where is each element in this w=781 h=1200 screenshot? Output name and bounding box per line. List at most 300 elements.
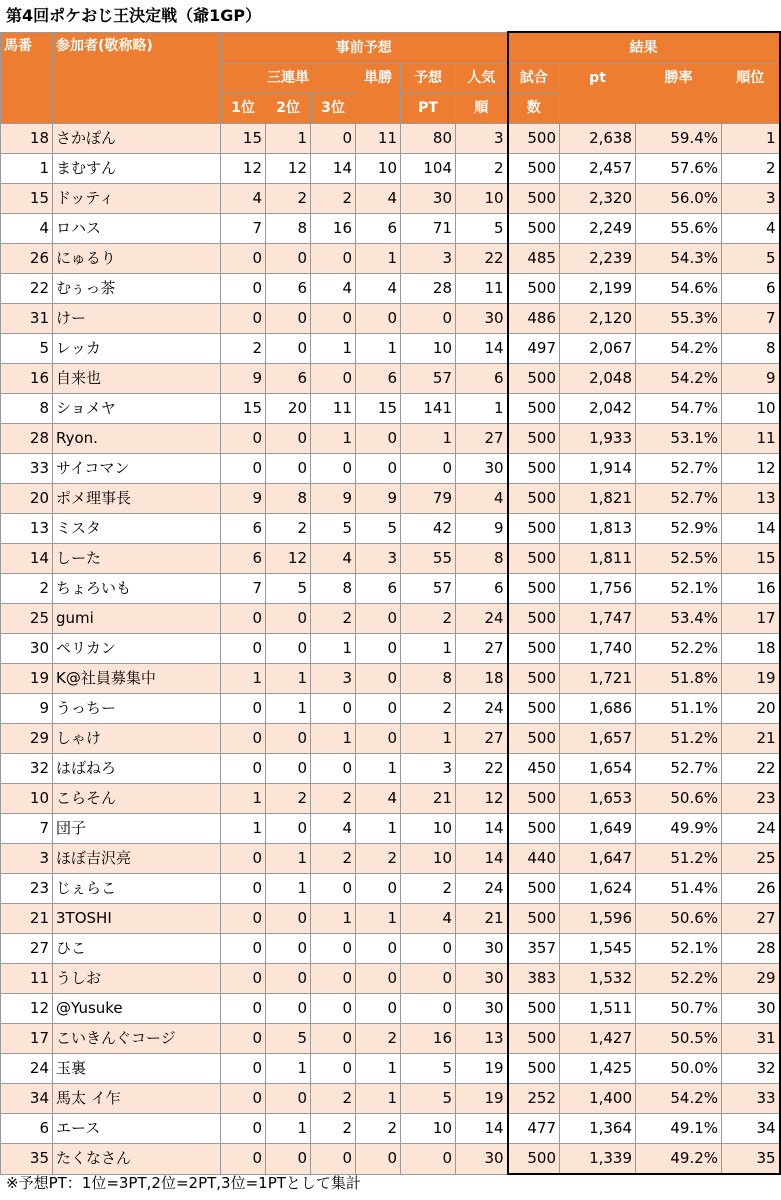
cell-second: 8 — [266, 484, 311, 514]
cell-umaban: 34 — [1, 1084, 53, 1114]
cell-games: 500 — [508, 634, 560, 664]
cell-popularity: 30 — [456, 1144, 508, 1175]
cell-third: 2 — [311, 184, 356, 214]
cell-popularity: 3 — [456, 124, 508, 154]
table-row — [1, 634, 780, 664]
cell-win: 1 — [356, 814, 401, 844]
cell-pt: 1,821 — [560, 484, 636, 514]
cell-pred-pt: 2 — [401, 694, 456, 724]
cell-win: 15 — [356, 394, 401, 424]
table-row — [1, 994, 780, 1024]
cell-umaban: 26 — [1, 244, 53, 274]
cell-pt: 1,511 — [560, 994, 636, 1024]
cell-pred-pt: 0 — [401, 934, 456, 964]
cell-second: 1 — [266, 124, 311, 154]
cell-first: 7 — [221, 574, 266, 604]
cell-first: 0 — [221, 634, 266, 664]
cell-win: 1 — [356, 1084, 401, 1114]
cell-win: 9 — [356, 484, 401, 514]
cell-pt: 1,596 — [560, 904, 636, 934]
cell-win-rate: 50.7% — [636, 994, 722, 1024]
cell-pred-pt: 0 — [401, 994, 456, 1024]
cell-umaban: 2 — [1, 574, 53, 604]
cell-games: 500 — [508, 724, 560, 754]
cell-first: 0 — [221, 844, 266, 874]
cell-first: 0 — [221, 724, 266, 754]
cell-pred-pt: 0 — [401, 1144, 456, 1175]
cell-third: 2 — [311, 1084, 356, 1114]
cell-win-rate: 51.4% — [636, 874, 722, 904]
cell-umaban: 1 — [1, 154, 53, 184]
cell-first: 0 — [221, 904, 266, 934]
cell-umaban: 9 — [1, 694, 53, 724]
cell-pt: 2,042 — [560, 394, 636, 424]
cell-rank: 6 — [722, 274, 780, 304]
cell-rank: 11 — [722, 424, 780, 454]
cell-pred-pt: 5 — [401, 1054, 456, 1084]
header-win-rate: 勝率 — [636, 64, 722, 124]
cell-second: 1 — [266, 1114, 311, 1144]
table-row — [1, 1054, 780, 1084]
cell-first: 0 — [221, 274, 266, 304]
cell-games: 500 — [508, 1144, 560, 1175]
cell-win: 0 — [356, 694, 401, 724]
cell-second: 0 — [266, 1084, 311, 1114]
cell-win-rate: 52.7% — [636, 754, 722, 784]
cell-popularity: 14 — [456, 814, 508, 844]
cell-second: 6 — [266, 364, 311, 394]
table-row — [1, 784, 780, 814]
cell-pred-pt: 1 — [401, 634, 456, 664]
cell-pred-pt: 2 — [401, 874, 456, 904]
cell-second: 0 — [266, 634, 311, 664]
cell-games: 500 — [508, 544, 560, 574]
cell-rank: 13 — [722, 484, 780, 514]
cell-umaban: 31 — [1, 304, 53, 334]
cell-win-rate: 54.2% — [636, 1084, 722, 1114]
cell-win-rate: 55.3% — [636, 304, 722, 334]
cell-win-rate: 51.8% — [636, 664, 722, 694]
cell-pt: 1,339 — [560, 1144, 636, 1175]
cell-pt: 2,457 — [560, 154, 636, 184]
cell-rank: 24 — [722, 814, 780, 844]
cell-first: 0 — [221, 874, 266, 904]
cell-umaban: 5 — [1, 334, 53, 364]
cell-games: 500 — [508, 514, 560, 544]
table-row — [1, 604, 780, 634]
cell-name: たくなさん — [53, 1144, 221, 1175]
cell-popularity: 18 — [456, 664, 508, 694]
cell-win-rate: 52.1% — [636, 574, 722, 604]
cell-games: 383 — [508, 964, 560, 994]
cell-third: 14 — [311, 154, 356, 184]
cell-games: 485 — [508, 244, 560, 274]
cell-third: 0 — [311, 454, 356, 484]
cell-popularity: 6 — [456, 574, 508, 604]
cell-win-rate: 49.2% — [636, 1144, 722, 1175]
cell-name: ドッティ — [53, 184, 221, 214]
cell-rank: 20 — [722, 694, 780, 724]
cell-pt: 2,249 — [560, 214, 636, 244]
cell-first: 0 — [221, 604, 266, 634]
cell-win: 1 — [356, 244, 401, 274]
cell-third: 0 — [311, 244, 356, 274]
cell-popularity: 11 — [456, 274, 508, 304]
cell-name: まむすん — [53, 154, 221, 184]
cell-second: 2 — [266, 514, 311, 544]
cell-rank: 21 — [722, 724, 780, 754]
cell-umaban: 3 — [1, 844, 53, 874]
cell-rank: 3 — [722, 184, 780, 214]
cell-pred-pt: 0 — [401, 454, 456, 484]
cell-win: 0 — [356, 724, 401, 754]
cell-pred-pt: 10 — [401, 814, 456, 844]
cell-name: エース — [53, 1114, 221, 1144]
cell-first: 0 — [221, 694, 266, 724]
cell-rank: 7 — [722, 304, 780, 334]
cell-games: 500 — [508, 874, 560, 904]
cell-games: 500 — [508, 604, 560, 634]
cell-rank: 1 — [722, 124, 780, 154]
cell-third: 0 — [311, 754, 356, 784]
cell-second: 1 — [266, 664, 311, 694]
table-row — [1, 934, 780, 964]
cell-name: にゅるり — [53, 244, 221, 274]
cell-pred-pt: 28 — [401, 274, 456, 304]
cell-popularity: 30 — [456, 454, 508, 484]
cell-win-rate: 50.0% — [636, 1054, 722, 1084]
cell-win-rate: 52.2% — [636, 964, 722, 994]
cell-win-rate: 52.9% — [636, 514, 722, 544]
cell-first: 6 — [221, 544, 266, 574]
cell-umaban: 17 — [1, 1024, 53, 1054]
cell-first: 0 — [221, 304, 266, 334]
cell-name: ちょろいも — [53, 574, 221, 604]
table-row — [1, 544, 780, 574]
cell-popularity: 10 — [456, 184, 508, 214]
cell-second: 12 — [266, 154, 311, 184]
table-row — [1, 334, 780, 364]
cell-win-rate: 52.7% — [636, 484, 722, 514]
cell-name: ひこ — [53, 934, 221, 964]
cell-pred-pt: 21 — [401, 784, 456, 814]
table-row — [1, 754, 780, 784]
cell-name: じぇらこ — [53, 874, 221, 904]
cell-third: 0 — [311, 1024, 356, 1054]
cell-third: 4 — [311, 544, 356, 574]
cell-third: 0 — [311, 964, 356, 994]
cell-win: 1 — [356, 334, 401, 364]
cell-games: 450 — [508, 754, 560, 784]
cell-popularity: 19 — [456, 1084, 508, 1114]
cell-umaban: 28 — [1, 424, 53, 454]
cell-games: 500 — [508, 1054, 560, 1084]
cell-rank: 8 — [722, 334, 780, 364]
cell-pred-pt: 10 — [401, 844, 456, 874]
cell-win-rate: 54.3% — [636, 244, 722, 274]
cell-rank: 14 — [722, 514, 780, 544]
cell-win: 1 — [356, 1054, 401, 1084]
cell-first: 9 — [221, 484, 266, 514]
cell-rank: 27 — [722, 904, 780, 934]
table-row — [1, 694, 780, 724]
cell-games: 440 — [508, 844, 560, 874]
cell-games: 500 — [508, 274, 560, 304]
cell-pt: 1,657 — [560, 724, 636, 754]
cell-third: 0 — [311, 1144, 356, 1175]
cell-rank: 26 — [722, 874, 780, 904]
cell-win-rate: 56.0% — [636, 184, 722, 214]
cell-first: 9 — [221, 364, 266, 394]
cell-name: こらそん — [53, 784, 221, 814]
table-row — [1, 724, 780, 754]
cell-name: ペリカン — [53, 634, 221, 664]
cell-second: 0 — [266, 424, 311, 454]
cell-win: 3 — [356, 544, 401, 574]
cell-name: ポメ理事長 — [53, 484, 221, 514]
cell-pred-pt: 2 — [401, 604, 456, 634]
cell-win-rate: 51.2% — [636, 844, 722, 874]
cell-third: 0 — [311, 694, 356, 724]
cell-rank: 16 — [722, 574, 780, 604]
cell-umaban: 35 — [1, 1144, 53, 1175]
cell-win: 0 — [356, 1144, 401, 1175]
cell-win-rate: 54.7% — [636, 394, 722, 424]
cell-games: 500 — [508, 154, 560, 184]
cell-pred-pt: 141 — [401, 394, 456, 424]
cell-second: 5 — [266, 574, 311, 604]
cell-games: 500 — [508, 484, 560, 514]
cell-pt: 1,740 — [560, 634, 636, 664]
cell-rank: 5 — [722, 244, 780, 274]
cell-first: 0 — [221, 754, 266, 784]
cell-rank: 17 — [722, 604, 780, 634]
table-row — [1, 574, 780, 604]
cell-games: 486 — [508, 304, 560, 334]
cell-umaban: 33 — [1, 454, 53, 484]
table-row — [1, 424, 780, 454]
cell-umaban: 4 — [1, 214, 53, 244]
cell-first: 0 — [221, 1144, 266, 1175]
header-trifecta: 三連単 — [221, 64, 356, 94]
cell-games: 500 — [508, 1024, 560, 1054]
cell-pt: 1,654 — [560, 754, 636, 784]
table-row — [1, 274, 780, 304]
cell-games: 500 — [508, 574, 560, 604]
header-rank: 順位 — [722, 64, 780, 124]
cell-second: 0 — [266, 454, 311, 484]
cell-name: さかぽん — [53, 124, 221, 154]
cell-second: 6 — [266, 274, 311, 304]
cell-umaban: 14 — [1, 544, 53, 574]
cell-win: 10 — [356, 154, 401, 184]
cell-win: 0 — [356, 664, 401, 694]
cell-second: 0 — [266, 934, 311, 964]
cell-win-rate: 53.1% — [636, 424, 722, 454]
cell-name: うっちー — [53, 694, 221, 724]
cell-umaban: 13 — [1, 514, 53, 544]
cell-rank: 23 — [722, 784, 780, 814]
cell-third: 0 — [311, 994, 356, 1024]
cell-umaban: 27 — [1, 934, 53, 964]
cell-games: 500 — [508, 124, 560, 154]
cell-third: 2 — [311, 604, 356, 634]
cell-win: 0 — [356, 304, 401, 334]
table-row — [1, 904, 780, 934]
header-forecast: 事前予想 — [221, 32, 508, 64]
cell-third: 2 — [311, 784, 356, 814]
cell-games: 500 — [508, 454, 560, 484]
table-row — [1, 484, 780, 514]
cell-rank: 25 — [722, 844, 780, 874]
cell-win-rate: 57.6% — [636, 154, 722, 184]
table-row — [1, 814, 780, 844]
cell-win: 0 — [356, 994, 401, 1024]
cell-second: 20 — [266, 394, 311, 424]
standings-table — [0, 31, 781, 1175]
cell-pt: 1,747 — [560, 604, 636, 634]
cell-second: 0 — [266, 754, 311, 784]
cell-pt: 2,067 — [560, 334, 636, 364]
cell-second: 1 — [266, 874, 311, 904]
cell-pred-pt: 0 — [401, 964, 456, 994]
cell-pred-pt: 10 — [401, 1114, 456, 1144]
cell-first: 12 — [221, 154, 266, 184]
cell-pred-pt: 42 — [401, 514, 456, 544]
cell-pt: 1,653 — [560, 784, 636, 814]
table-header — [1, 32, 780, 124]
cell-pt: 2,120 — [560, 304, 636, 334]
cell-name: Ryon. — [53, 424, 221, 454]
cell-win-rate: 54.6% — [636, 274, 722, 304]
cell-games: 497 — [508, 334, 560, 364]
cell-games: 500 — [508, 214, 560, 244]
cell-umaban: 21 — [1, 904, 53, 934]
cell-first: 1 — [221, 664, 266, 694]
cell-rank: 9 — [722, 364, 780, 394]
cell-popularity: 8 — [456, 544, 508, 574]
cell-umaban: 18 — [1, 124, 53, 154]
cell-first: 6 — [221, 514, 266, 544]
cell-third: 1 — [311, 424, 356, 454]
cell-name: レッカ — [53, 334, 221, 364]
header-participant: 参加者(敬称略) — [53, 32, 221, 124]
cell-second: 0 — [266, 814, 311, 844]
cell-third: 3 — [311, 664, 356, 694]
cell-games: 500 — [508, 184, 560, 214]
table-row — [1, 964, 780, 994]
cell-games: 477 — [508, 1114, 560, 1144]
cell-games: 500 — [508, 364, 560, 394]
cell-win-rate: 55.6% — [636, 214, 722, 244]
cell-third: 0 — [311, 124, 356, 154]
cell-rank: 12 — [722, 454, 780, 484]
cell-pred-pt: 0 — [401, 304, 456, 334]
cell-first: 0 — [221, 1114, 266, 1144]
cell-umaban: 12 — [1, 994, 53, 1024]
cell-third: 11 — [311, 394, 356, 424]
cell-umaban: 16 — [1, 364, 53, 394]
cell-popularity: 6 — [456, 364, 508, 394]
cell-pred-pt: 55 — [401, 544, 456, 574]
cell-games: 500 — [508, 694, 560, 724]
cell-win: 2 — [356, 1024, 401, 1054]
cell-pred-pt: 8 — [401, 664, 456, 694]
cell-pred-pt: 3 — [401, 244, 456, 274]
cell-second: 0 — [266, 994, 311, 1024]
cell-win: 2 — [356, 844, 401, 874]
cell-win-rate: 59.4% — [636, 124, 722, 154]
cell-win-rate: 52.1% — [636, 934, 722, 964]
cell-second: 8 — [266, 214, 311, 244]
header-pt: pt — [560, 64, 636, 124]
cell-pred-pt: 104 — [401, 154, 456, 184]
cell-popularity: 24 — [456, 694, 508, 724]
cell-popularity: 1 — [456, 394, 508, 424]
cell-umaban: 8 — [1, 394, 53, 424]
cell-first: 4 — [221, 184, 266, 214]
cell-pt: 1,914 — [560, 454, 636, 484]
cell-rank: 10 — [722, 394, 780, 424]
table-row — [1, 184, 780, 214]
table-row — [1, 874, 780, 904]
cell-win-rate: 54.2% — [636, 364, 722, 394]
table-row — [1, 514, 780, 544]
cell-second: 0 — [266, 724, 311, 754]
cell-popularity: 21 — [456, 904, 508, 934]
cell-pt: 2,048 — [560, 364, 636, 394]
table-row — [1, 364, 780, 394]
cell-popularity: 24 — [456, 604, 508, 634]
cell-third: 16 — [311, 214, 356, 244]
cell-popularity: 13 — [456, 1024, 508, 1054]
cell-popularity: 27 — [456, 634, 508, 664]
cell-popularity: 14 — [456, 334, 508, 364]
cell-second: 1 — [266, 694, 311, 724]
cell-rank: 15 — [722, 544, 780, 574]
cell-pred-pt: 57 — [401, 574, 456, 604]
cell-umaban: 22 — [1, 274, 53, 304]
cell-pt: 1,647 — [560, 844, 636, 874]
cell-first: 0 — [221, 994, 266, 1024]
cell-games: 500 — [508, 994, 560, 1024]
cell-second: 0 — [266, 604, 311, 634]
cell-rank: 4 — [722, 214, 780, 244]
cell-umaban: 10 — [1, 784, 53, 814]
cell-name: @Yusuke — [53, 994, 221, 1024]
cell-third: 5 — [311, 514, 356, 544]
page-title: 第4回ポケおじ王決定戦（爺1GP） — [6, 6, 262, 25]
cell-umaban: 24 — [1, 1054, 53, 1084]
table-row — [1, 244, 780, 274]
cell-second: 5 — [266, 1024, 311, 1054]
cell-third: 9 — [311, 484, 356, 514]
cell-third: 0 — [311, 874, 356, 904]
table-row — [1, 1144, 780, 1175]
cell-pred-pt: 30 — [401, 184, 456, 214]
header-games-top: 試合 — [508, 64, 560, 94]
cell-first: 1 — [221, 814, 266, 844]
cell-win: 1 — [356, 754, 401, 784]
table-row — [1, 304, 780, 334]
header-first: 1位 — [221, 94, 266, 124]
header-second: 2位 — [266, 94, 311, 124]
table-row — [1, 1084, 780, 1114]
cell-name: 馬太 イ乍 — [53, 1084, 221, 1114]
cell-rank: 29 — [722, 964, 780, 994]
cell-second: 0 — [266, 964, 311, 994]
cell-games: 500 — [508, 424, 560, 454]
